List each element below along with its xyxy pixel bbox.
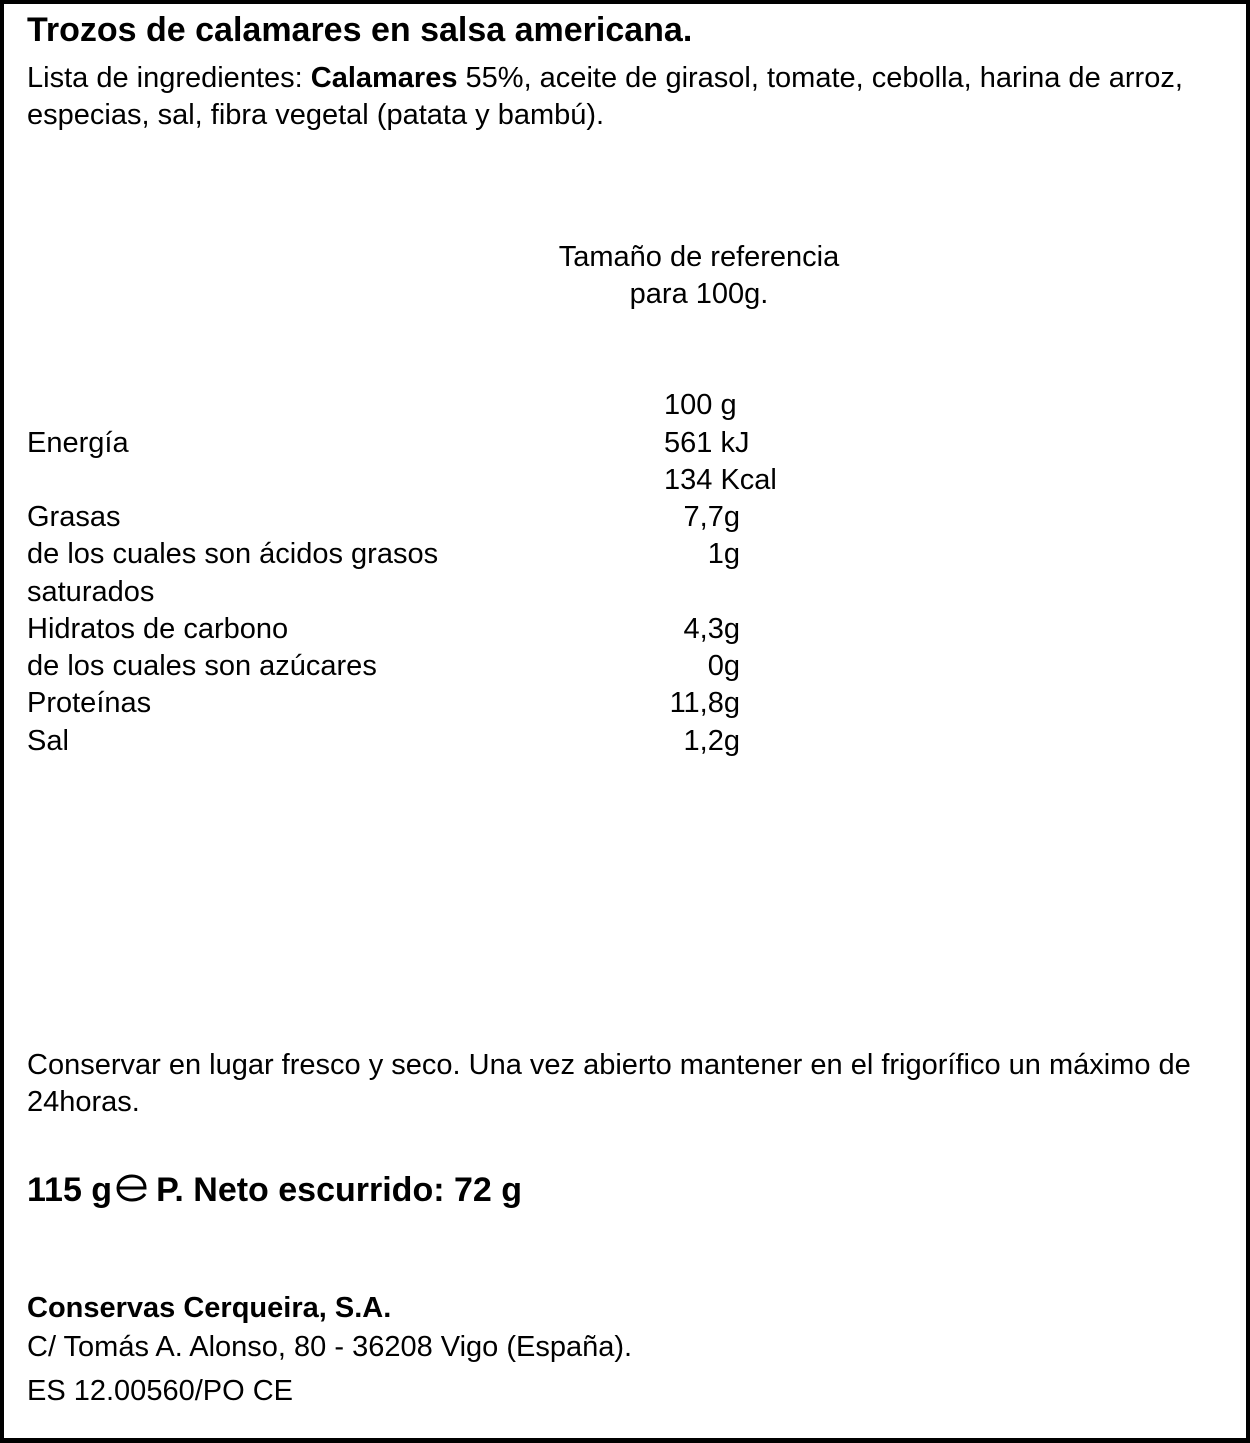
reference-size — [544, 239, 854, 313]
nutrition-row-fat — [27, 499, 787, 536]
nutrition-name: Proteínas — [27, 687, 152, 719]
nutrition-row-saturated — [27, 536, 787, 573]
nutrition-name: Grasas — [27, 501, 121, 533]
ingredients-rest: 55%, aceite de girasol, tomate, cebolla, harina de arroz, especias, sal, fibra vegetal (patata y bambú). — [27, 62, 1183, 131]
nutrition-column-header: 100 g — [664, 389, 737, 421]
company-name: Conservas Cerqueira, S.A. — [27, 1292, 392, 1324]
nutrition-value: 561 kJ — [664, 427, 750, 459]
nutrition-row-energy-kcal — [27, 462, 787, 499]
estimated-e-mark-icon — [114, 1170, 150, 1214]
nutrition-value: 1,2g — [683, 725, 740, 757]
ingredients-list — [27, 60, 1207, 134]
nutrition-value: 1g — [707, 538, 740, 570]
nutrition-value: 7,7g — [683, 501, 740, 533]
nutrition-header-row — [27, 387, 787, 424]
nutrition-name: Sal — [27, 725, 69, 757]
reference-line-2: para 100g. — [629, 278, 769, 310]
nutrition-value: 4,3g — [683, 613, 740, 645]
nutrition-row-carbohydrates — [27, 611, 787, 648]
company-address: C/ Tomás A. Alonso, 80 - 36208 Vigo (España). — [27, 1331, 633, 1363]
nutrition-name: saturados — [27, 576, 155, 608]
nutrition-value: 11,8g — [669, 687, 740, 719]
nutrition-value: 0g — [707, 650, 740, 682]
drained-weight: P. Neto escurrido: 72 g — [156, 1171, 523, 1209]
nutrition-row-energy-kj — [27, 425, 787, 462]
nutrition-row-saturated-cont — [27, 574, 787, 611]
nutrition-row-protein — [27, 685, 787, 722]
gross-weight: 115 g — [27, 1171, 113, 1209]
ingredients-prefix: Lista de ingredientes: — [27, 62, 311, 94]
product-title: Trozos de calamares en salsa americana. — [27, 11, 693, 49]
nutrition-name: Energía — [27, 427, 129, 459]
nutrition-row-sugars — [27, 648, 787, 685]
nutrition-name: Hidratos de carbono — [27, 613, 289, 645]
storage-instructions: Conservar en lugar fresco y seco. Una vez abierto mantener en el frigorífico un máximo de 24horas. — [27, 1049, 1191, 1118]
nutrition-name: de los cuales son ácidos grasos — [27, 538, 439, 570]
nutrition-value: 134 Kcal — [664, 464, 777, 496]
ingredients-highlight: Calamares — [310, 62, 458, 94]
sanitary-registry: ES 12.00560/PO CE — [27, 1375, 293, 1407]
reference-line-1: Tamaño de referencia — [558, 241, 840, 273]
nutrition-name: de los cuales son azúcares — [27, 650, 377, 682]
nutrition-row-salt — [27, 723, 787, 760]
net-weight — [27, 1168, 522, 1214]
